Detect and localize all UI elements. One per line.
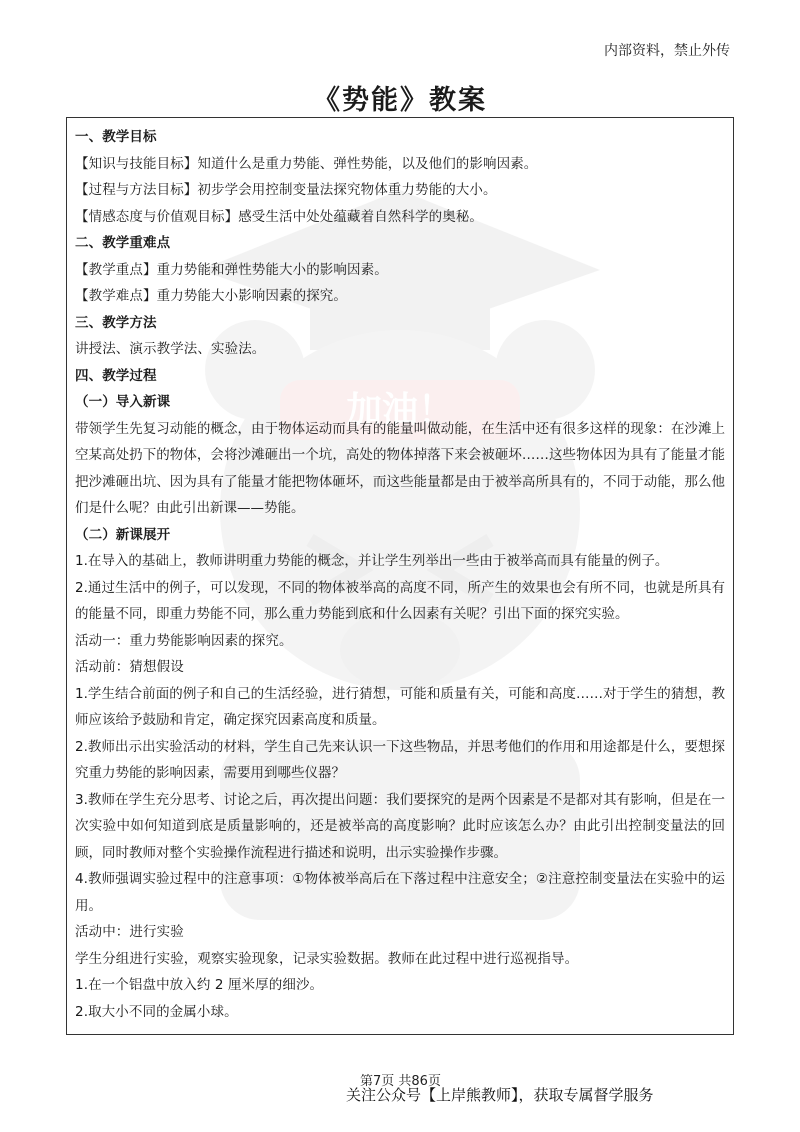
page-number: 第7页 共86页	[360, 1074, 441, 1089]
subheading-new-lesson: （二）新课展开	[75, 526, 171, 543]
activity-one-label: 活动一：重力势能影响因素的探究。	[75, 632, 293, 649]
objective-attitude: 【情感态度与价值观目标】感受生活中处处蕴藏着自然科学的奥秘。	[75, 208, 483, 225]
objective-process: 【过程与方法目标】初步学会用控制变量法探究物体重力势能的大小。	[75, 182, 497, 198]
hypothesis-step-3: 3.教师在学生充分思考、讨论之后，再次提出问题：我们要探究的是两个因素是不是都对其有影响，但是在一次实验中如何知道到底是质量影响的，还是被举高的高度影响？此时应该怎么办？由此引出控制变量法的回顾，同时教师对整个实验操作流程进行描述和说明，出示实验操作步骤。	[75, 791, 725, 861]
svg-text:加油！: 加油！	[345, 390, 455, 431]
keypoint-focus: 【教学重点】重力势能和弹性势能大小的影响因素。	[75, 261, 388, 278]
section-heading-methods: 三、教学方法	[75, 314, 157, 331]
subheading-introduction: （一）导入新课	[75, 394, 171, 410]
step-2-paragraph: 2.通过生活中的例子，可以发现，不同的物体被举高的高度不同，所产生的效果也会有所不同，也就是所具有的能量不同，即重力势能不同，那么重力势能到底和什么因素有关呢？引出下面的探究实验。	[75, 579, 725, 622]
confidential-note: 内部资料，禁止外传	[604, 43, 730, 59]
hypothesis-step-2: 2.教师出示出实验活动的材料，学生自己先来认识一下这些物品，并思考他们的作用和用途都是什么，要想探究重力势能的影响因素，需要用到哪些仪器？	[75, 738, 725, 781]
experiment-step-1: 1.在一个铝盘中放入约 2 厘米厚的细沙。	[75, 977, 324, 993]
section-heading-objectives: 一、教学目标	[75, 129, 157, 145]
objective-knowledge: 【知识与技能目标】知道什么是重力势能、弹性势能，以及他们的影响因素。	[75, 155, 538, 172]
section-heading-process: 四、教学过程	[75, 367, 157, 384]
before-activity-label: 活动前：猜想假设	[75, 659, 184, 675]
step-1-paragraph: 1.在导入的基础上，教师讲明重力势能的概念，并让学生列举出一些由于被举高而具有能量的例子。	[75, 553, 669, 569]
introduction-paragraph: 带领学生先复习动能的概念，由于物体运动而具有的能量叫做动能，在生活中还有很多这样的现象：在沙滩上空某高处扔下的物体，会将沙滩砸出一个坑，高处的物体掉落下来会被砸坏……这些物体因为具有了能量才能把沙滩砸出坑、因为具有了能量才能把物体砸坏，而这些能量都是由于被举高所具有的，不同于动能，那么他们是什么呢？由此引出新课——势能。	[75, 420, 725, 516]
footer-promo: 关注公众号【上岸熊教师】，获取专属督学服务	[346, 1086, 654, 1104]
experiment-instructions: 学生分组进行实验，观察实验现象，记录实验数据。教师在此过程中进行巡视指导。	[75, 950, 579, 967]
during-activity-label: 活动中：进行实验	[75, 924, 184, 940]
methods-text: 讲授法、演示教学法、实验法。	[75, 341, 266, 357]
hypothesis-step-4: 4.教师强调实验过程中的注意事项：①物体被举高后在下落过程中注意安全；②注意控制变量法在实验中的运用。	[75, 871, 725, 914]
lesson-plan-content	[66, 117, 734, 1035]
section-heading-keypoints: 二、教学重难点	[75, 235, 171, 251]
document-title: 《势能》教案	[313, 85, 487, 116]
hypothesis-step-1: 1.学生结合前面的例子和自己的生活经验，进行猜想，可能和质量有关，可能和高度……对于学生的猜想，教师应该给予鼓励和肯定，确定探究因素高度和质量。	[75, 685, 725, 728]
keypoint-difficulty: 【教学难点】重力势能大小影响因素的探究。	[75, 288, 347, 304]
experiment-step-2: 2.取大小不同的金属小球。	[75, 1003, 238, 1020]
